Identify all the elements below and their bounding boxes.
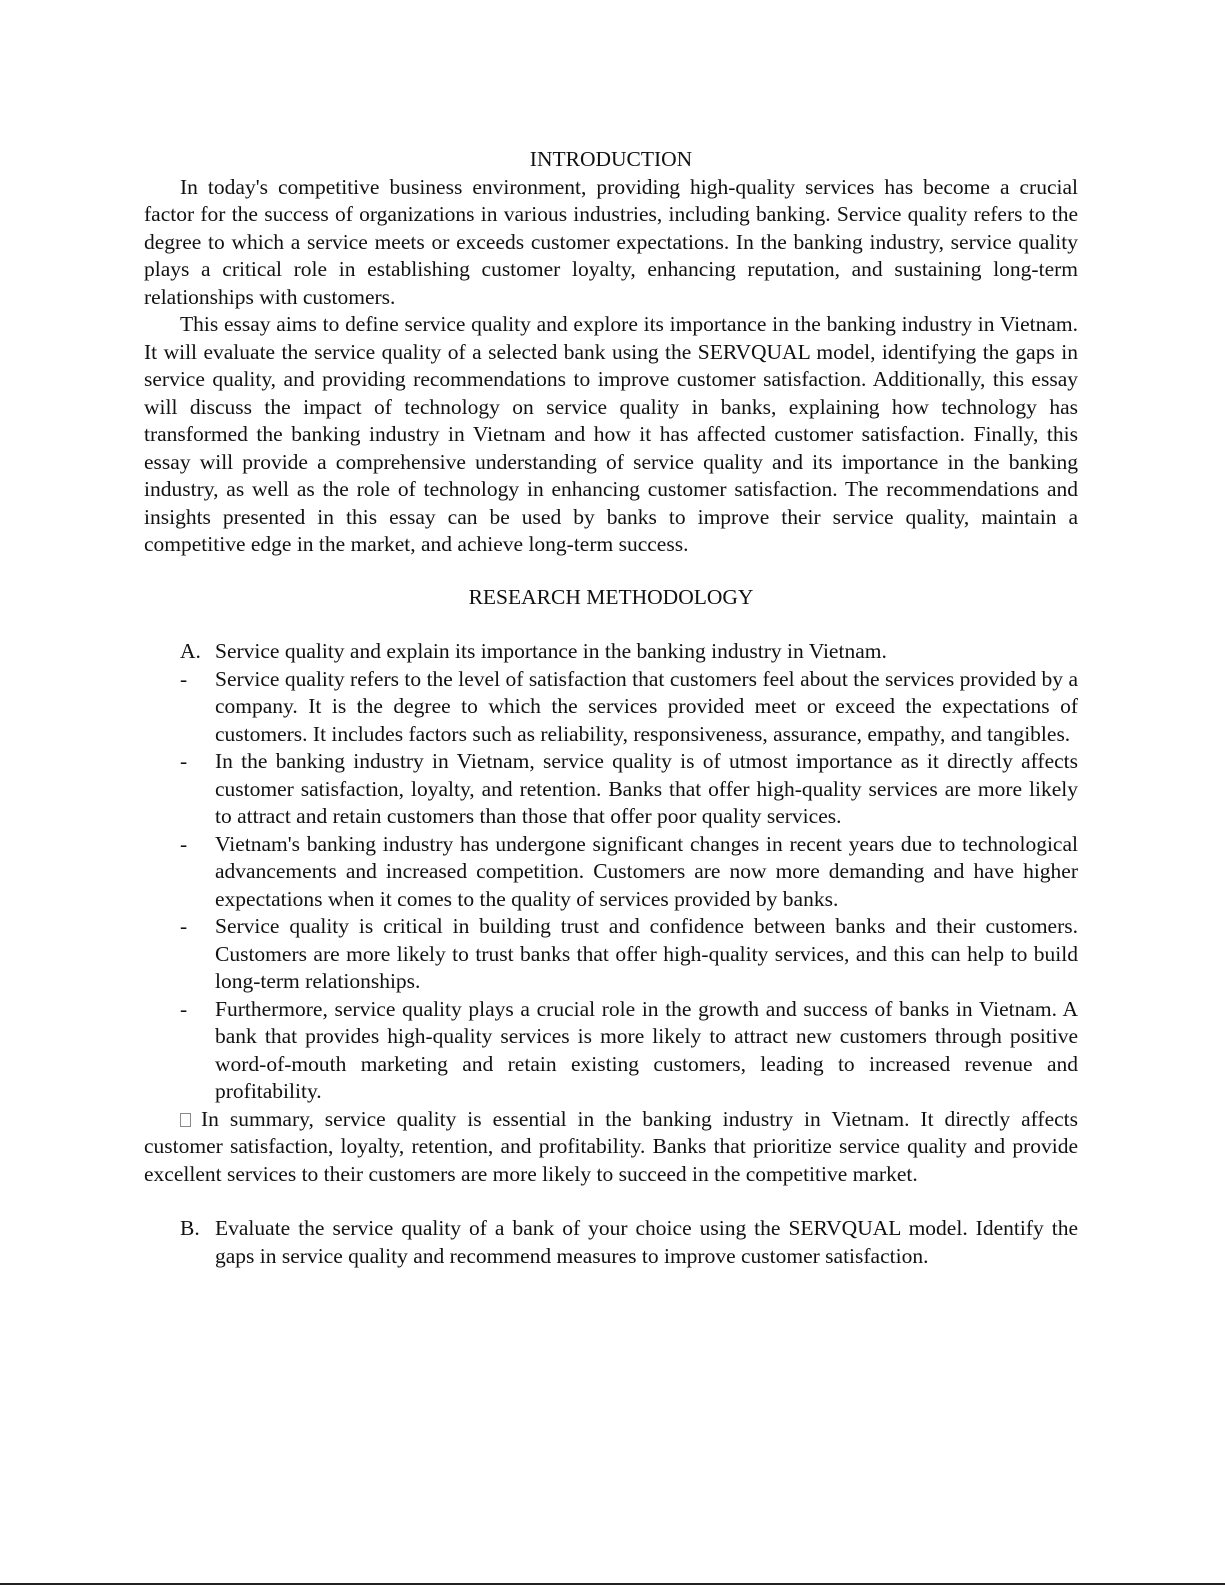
intro-paragraph-2: This essay aims to define service quality and explore its importance in the banking industry in Vietnam. It will evaluate the service quality of a selected bank using the SERVQUAL model, identifying the gaps in service quality, and providing recommendations to improve customer satisfaction. Additionally, this essay will discuss the impact of technology on service quality in banks, explaining how technology has transformed the banking industry in Vietnam and how it has affected customer satisfaction. Finally, this essay will provide a comprehensive understanding of service quality and its importance in the banking industry, as well as the role of technology in enhancing customer satisfaction. The recommendations and insights presented in this essay can be used by banks to improve their service quality, maintain a competitive edge in the market, and achieve long-term success. [144, 312, 1078, 556]
bullet-item [144, 996, 1078, 1106]
section-b-title [144, 1215, 1078, 1270]
section-a-list [144, 638, 1078, 1106]
list-marker: B. [180, 1216, 200, 1240]
spacer [144, 559, 1078, 584]
spacer [144, 1188, 1078, 1215]
intro-paragraph-1: In today's competitive business environment, providing high-quality services has become a crucial factor for the success of organizations in various industries, including banking. Service quality refers to the degree to which a service meets or exceeds customer expectations. In the banking industry, service quality plays a critical role in establishing customer loyalty, enhancing reputation, and sustaining long-term relationships with customers. [144, 174, 1078, 309]
section-b-title-text: Evaluate the service quality of a bank of your choice using the SERVQUAL model. Identify the gaps in service quality and recommend measures to improve customer satisfaction. [215, 1216, 1078, 1268]
bullet-text: Service quality refers to the level of satisfaction that customers feel about the services provided by a company. It is the degree to which the services provided meet or exceed the expectations of customers. It includes factors such as reliability, responsiveness, assurance, empathy, and tangibles. [215, 666, 1078, 746]
spacer [144, 611, 1078, 638]
bullet-text: Service quality is critical in building trust and confidence between banks and their customers. Customers are more likely to trust banks that offer high-quality services, and this can help to build long-term relationships. [215, 914, 1078, 993]
list-marker: A. [180, 639, 201, 663]
document-page [144, 146, 1078, 1270]
bullet-text: Furthermore, service quality plays a crucial role in the growth and success of banks in Vietnam. A bank that provides high-quality services is more likely to attract new customers through positive word-of-mouth marketing and retain existing customers, leading to increased revenue and profitability. [215, 996, 1078, 1103]
bullet-marker: - [180, 914, 188, 938]
section-a-title [144, 638, 1078, 666]
section-b-list [144, 1215, 1078, 1270]
bullet-item [144, 748, 1078, 831]
bullet-marker: - [180, 996, 188, 1021]
summary-text: In summary, service quality is essential in the banking industry in Vietnam. It directly affects customer satisfaction, loyalty, retention, and profitability. Banks that prioritize service quality and provide excellent services to their customers are more likely to succeed in the competitive market. [144, 1106, 1078, 1186]
bullet-item [144, 831, 1078, 914]
bullet-text: Vietnam's banking industry has undergone significant changes in recent years due to technological advancements and increased competition. Customers are now more demanding and have higher expectations when it comes to the quality of services provided by banks. [215, 831, 1078, 911]
introduction-heading: INTRODUCTION [529, 147, 693, 171]
summary-paragraph [144, 1106, 1078, 1189]
bullet-marker: - [180, 666, 188, 691]
bullet-item [144, 666, 1078, 749]
research-methodology-heading: RESEARCH METHODOLOGY [468, 584, 754, 609]
bullet-text: In the banking industry in Vietnam, service quality is of utmost importance as it directly affects customer satisfaction, loyalty, and retention. Banks that offer high-quality services are more likely to attract and retain customers than those that offer poor quality services. [215, 749, 1078, 828]
bullet-marker: - [180, 831, 188, 856]
bullet-marker: - [180, 749, 188, 773]
bullet-item [144, 913, 1078, 996]
missing-glyph-icon [180, 1113, 191, 1127]
section-a-title-text: Service quality and explain its importance in the banking industry in Vietnam. [215, 639, 887, 663]
